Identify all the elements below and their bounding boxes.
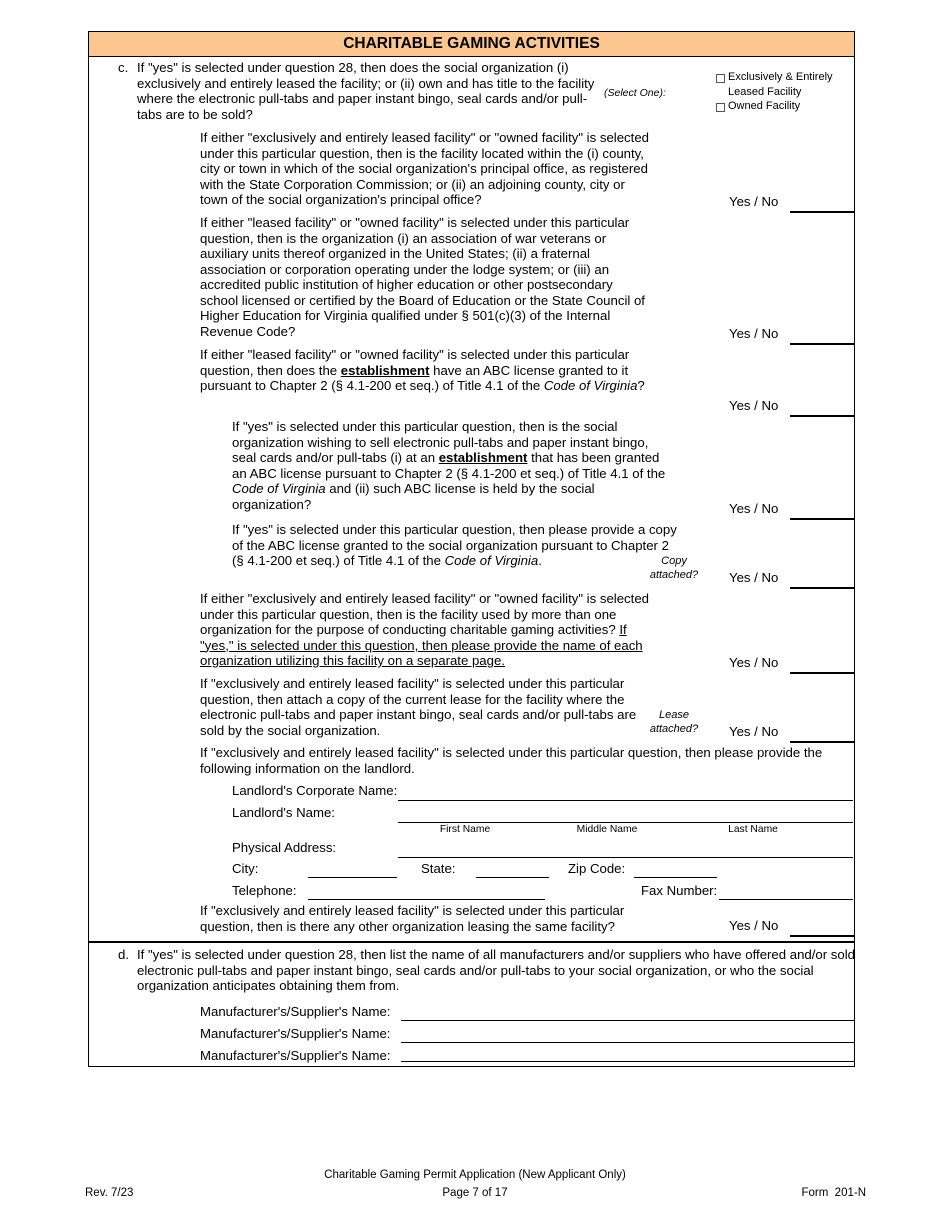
- text-segment: have an ABC license granted to it pursuant to Chapter 2 (§ 4.1-200 et seq.) of Title 4.1 of the: [200, 362, 629, 393]
- telephone-label: Telephone:: [232, 883, 297, 898]
- manufacturer-supplier-field-1[interactable]: [401, 1020, 855, 1021]
- landlord-corporate-name-field[interactable]: [398, 800, 853, 801]
- question-multiple-organizations: [200, 591, 652, 669]
- yes-no-facility-location: Yes / No: [729, 194, 779, 209]
- option-leased-facility-label: Exclusively & Entirely Leased Facility: [728, 71, 833, 98]
- text-segment: and (ii) such ABC license is held by the social organization?: [232, 481, 595, 512]
- section-header: [88, 31, 855, 57]
- city-label: City:: [232, 861, 259, 876]
- middle-name-sublabel: Middle Name: [576, 824, 638, 835]
- answer-line-abc-copy[interactable]: [790, 587, 855, 589]
- footer-revision: Rev. 7/23: [85, 1187, 134, 1199]
- item-d-question: If "yes" is selected under question 28, then list the name of all manufacturers and/or suppliers who have offered and/or sold electronic pull-tabs and paper instant bingo, seal cards and/or pull-tabs to your social organization, or who the social organization anticipates obtaining them from.: [137, 947, 855, 993]
- question-lease-copy: If "exclusively and entirely leased facility" is selected under this particular question, then attach a copy of the current lease for the facility where the electronic pull-tabs and paper instant bingo, seal cards and/or pull-tabs are sold by the social organization.: [200, 676, 637, 738]
- text-segment: that has been granted an ABC license pursuant to Chapter 2 (§ 4.1-200 et seq.) of Title 4.1 of the: [232, 450, 666, 481]
- footer-title: Charitable Gaming Permit Application (New Applicant Only): [324, 1169, 626, 1181]
- physical-address-field[interactable]: [398, 857, 853, 858]
- question-abc-license: [200, 347, 658, 394]
- text-segment: If "yes" is selected under this particular question, then please provide a copy of the ABC license granted to the social organization pursuant to Chapter 2 (§ 4.1-200 et seq.) of Title 4.1 of the: [232, 522, 677, 568]
- zip-code-label: Zip Code:: [568, 861, 626, 876]
- manufacturer-supplier-label-2: Manufacturer's/Supplier's Name:: [200, 1026, 391, 1041]
- telephone-field[interactable]: [308, 899, 545, 900]
- answer-line-organization-type[interactable]: [790, 343, 855, 345]
- yes-no-abc-copy: Yes / No: [729, 570, 779, 585]
- physical-address-label: Physical Address:: [232, 840, 337, 855]
- state-field[interactable]: [476, 877, 549, 878]
- yes-no-organization-type: Yes / No: [729, 326, 779, 341]
- first-name-sublabel: First Name: [439, 824, 491, 835]
- lease-attached-label: Lease attached?: [649, 709, 699, 735]
- footer-form-number: Form 201-N: [801, 1187, 866, 1199]
- manufacturer-supplier-label-1: Manufacturer's/Supplier's Name:: [200, 1004, 391, 1019]
- yes-no-lease-copy: Yes / No: [729, 724, 779, 739]
- question-other-organization: If "exclusively and entirely leased facility" is selected under this particular question, then is there any other organization leasing the same facility?: [200, 903, 625, 934]
- answer-line-abc-license[interactable]: [790, 415, 855, 417]
- city-field[interactable]: [308, 877, 397, 878]
- item-c-question: If "yes" is selected under question 28, then does the social organization (i) exclusively and entirely leased the facility; or (ii) own and has title to the facility where the electronic pull-tabs and paper instant bingo, seal cards and/or pull-tabs are to be sold?: [137, 60, 595, 122]
- text-segment-bold-underline: establishment: [438, 450, 528, 465]
- answer-line-multiple-organizations[interactable]: [790, 672, 855, 674]
- state-label: State:: [421, 861, 456, 876]
- question-establishment-sale: [232, 419, 668, 512]
- question-abc-copy: [232, 522, 678, 569]
- select-one-label: (Select One):: [604, 87, 666, 99]
- landlord-name-field[interactable]: [398, 822, 853, 823]
- manufacturer-supplier-field-2[interactable]: [401, 1042, 855, 1043]
- yes-no-establishment-sale: Yes / No: [729, 501, 779, 516]
- text-segment: If either "leased facility" or "owned facility" is selected under this particular question, then does the: [200, 347, 630, 378]
- text-segment: ?: [637, 378, 645, 393]
- answer-line-facility-location[interactable]: [790, 211, 855, 213]
- yes-no-other-organization: Yes / No: [729, 918, 779, 933]
- text-segment: .: [538, 553, 542, 568]
- section-header-title: CHARITABLE GAMING ACTIVITIES: [343, 35, 600, 52]
- question-organization-type: If either "leased facility" or "owned facility" is selected under this particular question, then is the organization (i) an association of war veterans or auxiliary units thereof organized in the United States; (ii) a fraternal association or corporation operating under the lodge system; or (iii) an accredited public institution of higher education or other postsecondary school licensed or certified by the Board of Education or the State Council of Higher Education for Virginia qualified under § 501(c)(3) of the Internal Revenue Code?: [200, 215, 645, 339]
- landlord-name-label: Landlord's Name:: [232, 805, 335, 820]
- yes-no-abc-license: Yes / No: [729, 398, 779, 413]
- text-segment-italic: Code of Virginia: [232, 481, 326, 496]
- question-facility-location: If either "exclusively and entirely leased facility" or "owned facility" is selected under this particular question, then is the facility located within the (i) county, city or town in which of the social organization's principal office, as registered with the State Corporation Commission; or (ii) an adjoining county, city or town of the social organization's principal office?: [200, 130, 649, 207]
- text-segment: If either "exclusively and entirely leased facility" or "owned facility" is selected under this particular question, then is the facility used by more than one organization for the purpose of conducting charitable gaming activities?: [200, 591, 649, 637]
- item-c-label: c.: [118, 60, 129, 75]
- fax-number-field[interactable]: [719, 899, 853, 900]
- footer-page-number: Page 7 of 17: [442, 1187, 508, 1199]
- text-segment: If "yes" is selected under this particular question, then is the social organization wishing to sell electronic pull-tabs and paper instant bingo, seal cards and/or pull-tabs (i) at an: [232, 419, 649, 465]
- text-segment-bold-underline: establishment: [340, 362, 430, 378]
- answer-line-other-organization[interactable]: [790, 935, 855, 937]
- option-owned-facility-label: Owned Facility: [728, 100, 801, 112]
- copy-attached-label: Copy attached?: [649, 555, 699, 581]
- checkbox-owned-facility[interactable]: [716, 103, 725, 112]
- yes-no-multiple-organizations: Yes / No: [729, 655, 779, 670]
- last-name-sublabel: Last Name: [728, 824, 778, 835]
- landlord-intro: If "exclusively and entirely leased facility" is selected under this particular question, then please provide the following information on the landlord.: [200, 745, 823, 776]
- zip-code-field[interactable]: [634, 877, 717, 878]
- manufacturer-supplier-field-3[interactable]: [401, 1061, 855, 1062]
- answer-line-establishment-sale[interactable]: [790, 518, 855, 520]
- checkbox-leased-facility[interactable]: [716, 74, 725, 83]
- text-segment-underline: If "yes," is selected under this question, then please provide the name of each organization utilizing this facility on a separate page.: [200, 622, 643, 668]
- text-segment-italic: Code of Virginia: [543, 378, 638, 393]
- text-segment-italic: Code of Virginia: [444, 553, 539, 568]
- landlord-corporate-name-label: Landlord's Corporate Name:: [232, 783, 398, 798]
- section-divider: [88, 941, 855, 943]
- answer-line-lease-copy[interactable]: [790, 741, 855, 743]
- item-d-label: d.: [118, 947, 129, 962]
- manufacturer-supplier-label-3: Manufacturer's/Supplier's Name:: [200, 1048, 391, 1063]
- fax-number-label: Fax Number:: [641, 883, 718, 898]
